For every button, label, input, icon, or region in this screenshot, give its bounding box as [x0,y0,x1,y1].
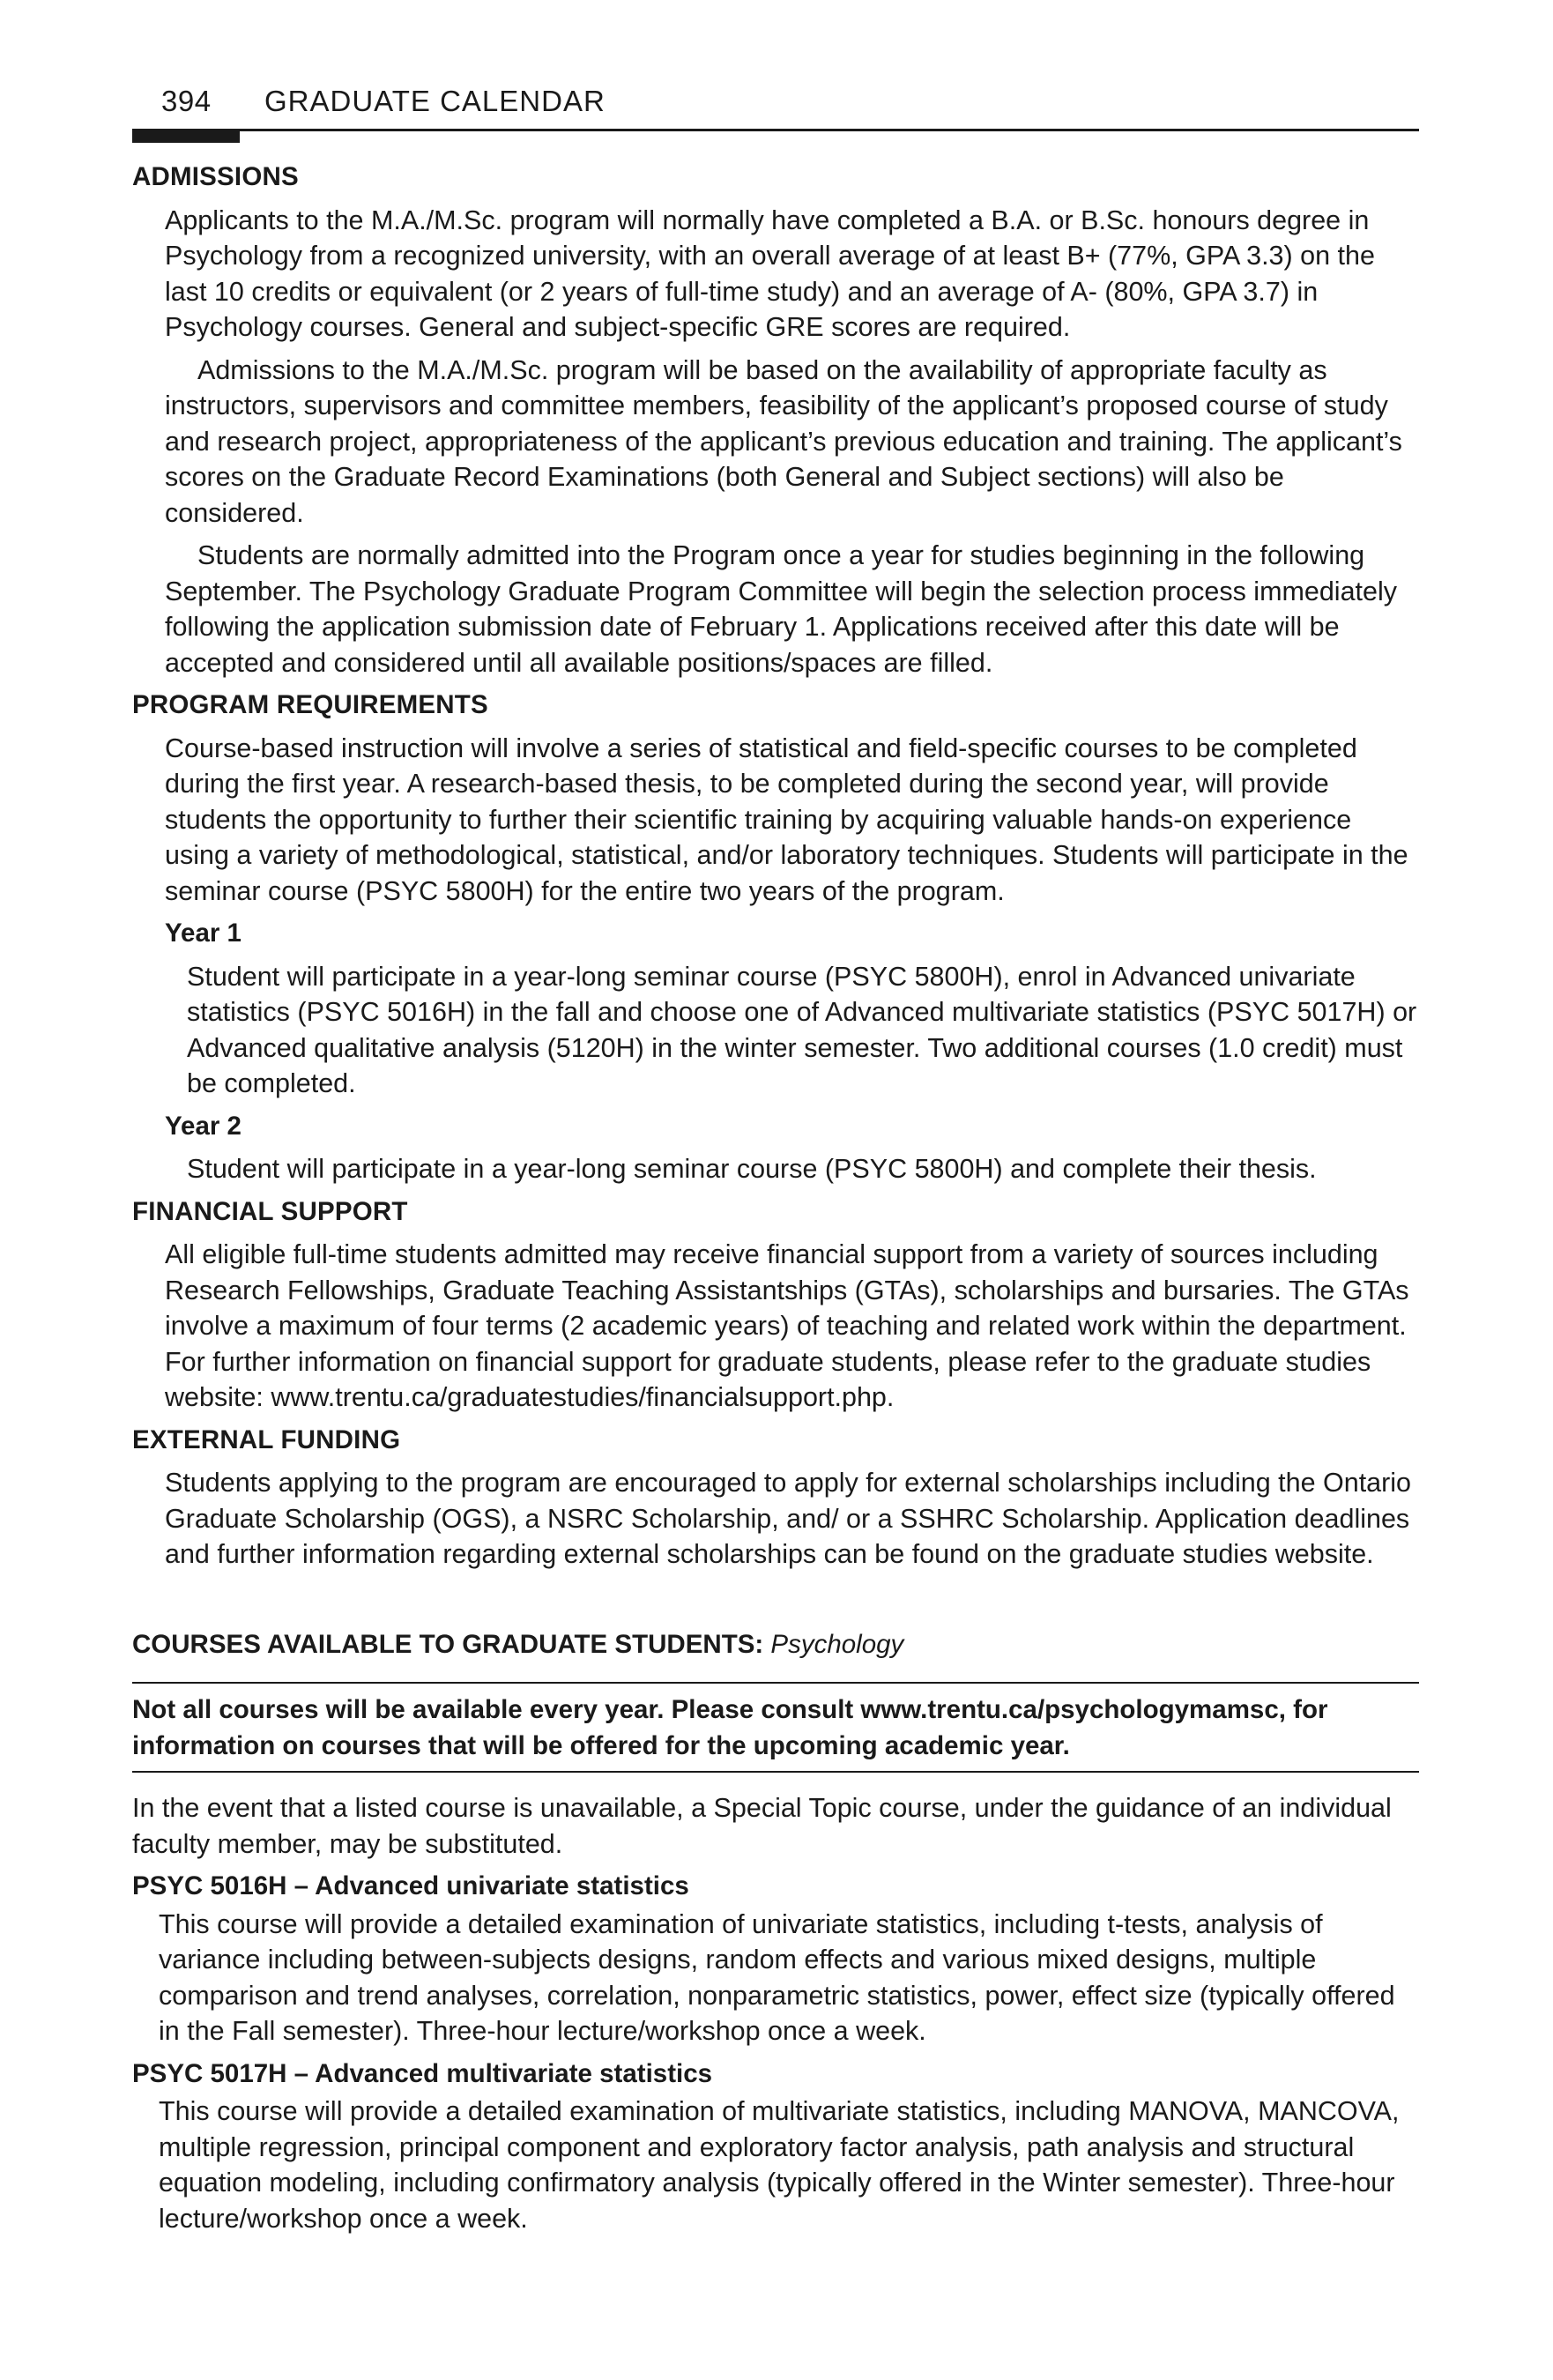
courses-section [132,1627,1419,2237]
course-entry [132,1869,1419,2049]
courses-notice: Not all courses will be available every year. Please consult www.trentu.ca/psychologymamsc, for information on courses that will be offered for the upcoming academic year. [132,1682,1419,1773]
section-spacer [132,1580,1419,1627]
page-number: 394 [161,85,212,117]
year1-text: Student will participate in a year-long seminar course (PSYC 5800H), enrol in Advanced univariate statistics (PSYC 5016H) in the fall and choose one of Advanced multivariate statistics (PSYC 5017H) or Advanced qualitative analysis (5120H) in the winter semester. Two additional courses (1.0 credit) must be completed. [187,961,1417,1098]
financial-support-text: All eligible full-time students admitted may receive financial support from a variety of sources including Research Fellowships, Graduate Teaching Assistantships (GTAs), scholarships and bursaries. The GTAs involve a maximum of four terms (2 academic years) of teaching and related work within the department. For further information on financial support for graduate students, please refer to the graduate studies website: www.trentu.ca/graduatestudies/financialsupport.php. [165,1239,1409,1412]
courses-note: In the event that a listed course is unavailable, a Special Topic course, under the guidance of an individual faculty member, may be substituted. [132,1793,1392,1859]
courses-subject: Psychology [770,1629,904,1659]
admissions-paragraph: Admissions to the M.A./M.Sc. program will be based on the availability of appropriate faculty as instructors, supervisors and committee members, feasibility of the applicant’s proposed course of study and research project, appropriateness of the applicant’s previous education and training. The applicant’s scores on the Graduate Record Examinations (both General and Subject sections) will also be considered. [165,354,1402,528]
external-funding-heading: EXTERNAL FUNDING [132,1424,401,1454]
admissions-paragraph: Students are normally admitted into the Program once a year for studies beginning in the following September. The Psychology Graduate Program Committee will begin the selection process immediately following the application submission date of February 1. Applications received after this date will be accepted and considered until all available positions/spaces are filled. [165,540,1398,678]
admissions-section [132,160,1419,681]
course-entry [132,2056,1419,2237]
course-description: This course will provide a detailed examination of univariate statistics, including t-tests, analysis of variance including between-subjects designs, random effects and various mixed designs, multiple comparison and trend analyses, correlation, nonparametric statistics, power, effect size (typically offered in the Fall semester). Three-hour lecture/workshop once a week. [159,1908,1395,2046]
course-title: PSYC 5016H – Advanced univariate statistics [132,1871,689,1900]
admissions-heading: ADMISSIONS [132,162,299,191]
program-requirements-section [132,688,1419,1187]
year2-text: Student will participate in a year-long seminar course (PSYC 5800H) and complete their thesis. [187,1154,1317,1184]
financial-support-heading: FINANCIAL SUPPORT [132,1196,408,1226]
admissions-paragraph: Applicants to the M.A./M.Sc. program will normally have completed a B.A. or B.Sc. honours degree in Psychology from a recognized university, with an overall average of at least B+ (77%, GPA 3.3) on the last 10 credits or equivalent (or 2 years of full-time study) and an average of A- (80%, GPA 3.7) in Psychology courses. General and subject-specific GRE scores are required. [165,205,1375,342]
course-description: This course will provide a detailed examination of multivariate statistics, including MANOVA, MANCOVA, multiple regression, principal component and exploratory factor analysis, path analysis and structural equation modeling, including confirmatory analysis (typically offered in the Winter semester). Three-hour lecture/workshop once a week. [159,2096,1400,2234]
page-header [132,79,1419,131]
page-content [132,160,1419,2236]
courses-title [132,1627,1419,1663]
year1-heading: Year 1 [165,919,241,948]
calendar-page [132,79,1419,2243]
course-title: PSYC 5017H – Advanced multivariate statistics [132,2058,713,2088]
program-requirements-intro: Course-based instruction will involve a series of statistical and field-specific courses to be completed during the first year. A research-based thesis, to be completed during the second year, will provide students the opportunity to further their scientific training by acquiring valuable hands-on experience using a variety of methodological, statistical, and/or laboratory techniques. Students will participate in the seminar course (PSYC 5800H) for the entire two years of the program. [165,733,1408,906]
header-tab-mark [132,131,240,143]
program-requirements-heading: PROGRAM REQUIREMENTS [132,690,488,719]
financial-support-section [132,1194,1419,1416]
running-head: GRADUATE CALENDAR [264,85,606,117]
external-funding-text: Students applying to the program are encouraged to apply for external scholarships including the Ontario Graduate Scholarship (OGS), a NSRC Scholarship, and/ or a SSHRC Scholarship. Application deadlines and further information regarding external scholarships can be found on the graduate studies website. [165,1468,1412,1569]
year2-heading: Year 2 [165,1111,241,1141]
external-funding-section [132,1423,1419,1573]
courses-title-label: COURSES AVAILABLE TO GRADUATE STUDENTS: [132,1629,764,1659]
